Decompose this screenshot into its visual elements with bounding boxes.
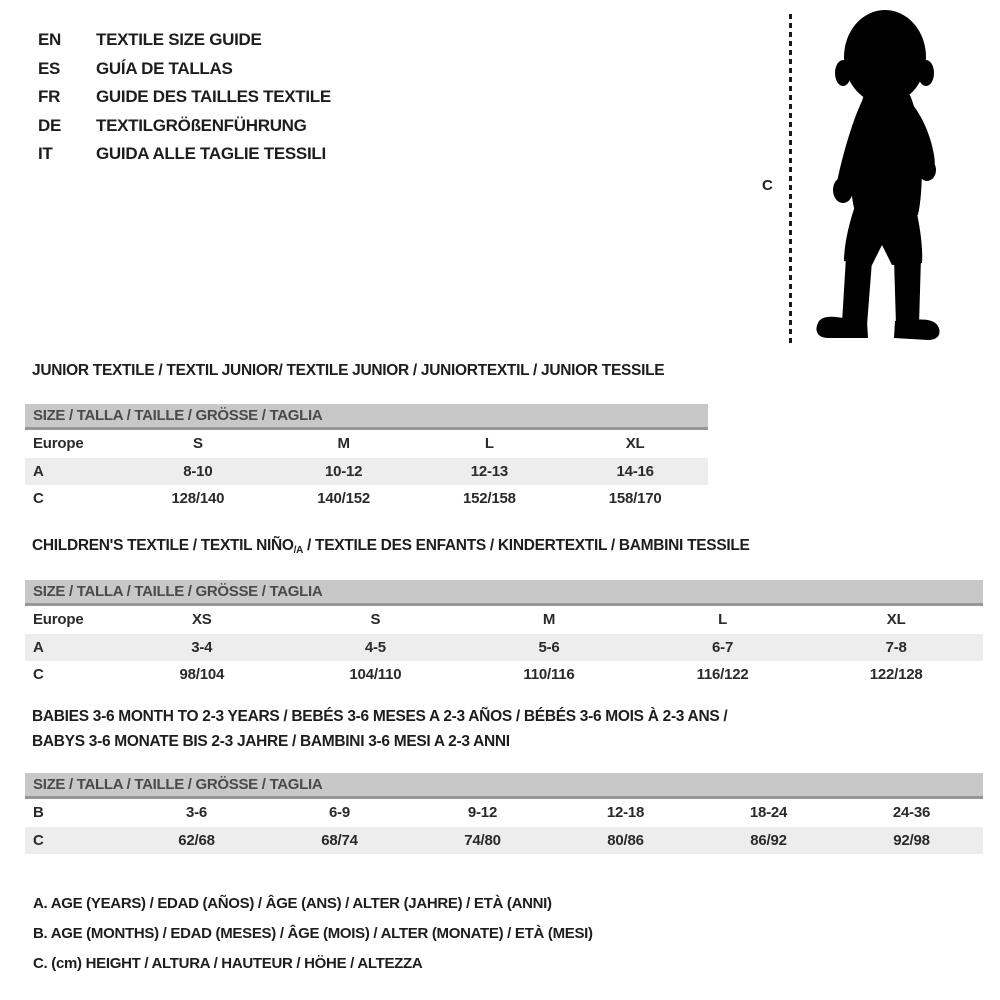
children-title-part2: / TEXTILE DES ENFANTS / KINDERTEXTIL / BAMBINI TESSILE	[303, 537, 750, 554]
babies-size-table	[25, 799, 983, 854]
language-code: EN	[38, 30, 62, 50]
table-cell: 140/152	[317, 490, 371, 507]
table-row	[25, 430, 708, 458]
children-title-subscript: /A	[293, 545, 304, 556]
language-row	[38, 83, 331, 112]
table-cell: 110/116	[523, 666, 575, 683]
table-cell: 14-16	[616, 462, 654, 480]
language-code: IT	[38, 144, 53, 164]
language-label: GUIDA ALLE TAGLIE TESSILI	[96, 144, 326, 164]
language-title-list	[38, 26, 331, 169]
language-row	[38, 55, 331, 84]
language-label: TEXTILE SIZE GUIDE	[96, 30, 262, 50]
table-cell: 74/80	[464, 831, 501, 849]
table-cell: 92/98	[893, 831, 930, 849]
table-cell: 158/170	[608, 490, 662, 507]
table-cell: 3-4	[191, 638, 213, 656]
language-code: ES	[38, 58, 61, 78]
note-line: C. (cm) HEIGHT / ALTURA / HAUTEUR / HÖHE / ALTEZZA	[33, 955, 423, 972]
table-cell: 128/140	[171, 490, 225, 507]
children-size-table	[25, 606, 983, 689]
table-cell: 86/92	[750, 831, 787, 849]
junior-textile-section	[25, 361, 708, 513]
table-row	[25, 827, 983, 855]
table-cell: L	[718, 611, 728, 628]
table-cell: 18-24	[749, 804, 788, 821]
table-row	[25, 634, 983, 662]
language-label: GUIDE DES TAILLES TEXTILE	[96, 87, 331, 107]
children-title-part1: CHILDREN'S TEXTILE / TEXTIL NIÑO	[32, 537, 294, 554]
language-row	[38, 112, 331, 141]
table-cell: 8-10	[183, 462, 213, 480]
size-header-bar: SIZE / TALLA / TAILLE / GRÖSSE / TAGLIA	[25, 580, 983, 606]
height-measure-label: C	[762, 177, 773, 194]
language-label: TEXTILGRÖßENFÜHRUNG	[96, 115, 307, 135]
language-code: DE	[38, 115, 62, 135]
table-cell: 6-9	[328, 804, 351, 821]
baby-silhouette-icon	[805, 7, 957, 352]
note-line: A. AGE (YEARS) / EDAD (AÑOS) / ÂGE (ANS) / ALTER (JAHRE) / ETÀ (ANNI)	[33, 895, 552, 912]
babies-title-line2: BABYS 3-6 MONATE BIS 2-3 JAHRE / BAMBINI 3-6 MESI A 2-3 ANNI	[32, 733, 510, 750]
babies-title-line1: BABIES 3-6 MONTH TO 2-3 YEARS / BEBÉS 3-6 MESES A 2-3 AÑOS / BÉBÉS 3-6 MOIS À 2-3 ANS /	[32, 708, 728, 725]
row-label: C	[33, 490, 44, 507]
table-cell: 12-13	[470, 462, 509, 480]
junior-size-table	[25, 430, 708, 513]
table-cell: 80/86	[607, 831, 644, 849]
table-row	[25, 799, 983, 827]
table-cell: M	[337, 435, 350, 452]
note-line: B. AGE (MONTHS) / EDAD (MESES) / ÂGE (MOIS) / ALTER (MONATE) / ETÀ (MESI)	[33, 925, 593, 942]
row-label: Europe	[33, 435, 84, 452]
table-cell: 104/110	[349, 666, 402, 683]
table-cell: 62/68	[178, 831, 215, 849]
language-label: GUÍA DE TALLAS	[96, 58, 233, 78]
babies-textile-section	[25, 704, 983, 854]
language-row	[38, 26, 331, 55]
language-code: FR	[38, 87, 61, 107]
row-label: Europe	[33, 611, 84, 628]
row-label: A	[33, 462, 44, 480]
junior-section-title: JUNIOR TEXTILE / TEXTIL JUNIOR/ TEXTILE JUNIOR / JUNIORTEXTIL / JUNIOR TESSILE	[32, 362, 665, 379]
table-row	[25, 661, 983, 689]
row-label: C	[33, 831, 44, 849]
language-row	[38, 140, 331, 169]
table-cell: 9-12	[467, 804, 498, 821]
table-cell: XL	[625, 435, 645, 452]
table-cell: M	[542, 611, 556, 628]
table-cell: 10-12	[324, 462, 363, 480]
children-textile-section	[25, 536, 983, 689]
table-cell: 4-5	[364, 638, 386, 656]
children-section-title	[25, 536, 983, 561]
table-cell: 116/122	[696, 666, 749, 683]
table-cell: S	[370, 611, 381, 628]
babies-section-title	[25, 704, 983, 754]
row-label: B	[33, 804, 44, 821]
size-header-bar: SIZE / TALLA / TAILLE / GRÖSSE / TAGLIA	[25, 773, 983, 799]
size-header-bar: SIZE / TALLA / TAILLE / GRÖSSE / TAGLIA	[25, 404, 708, 430]
row-label: A	[33, 638, 44, 656]
table-cell: L	[484, 435, 494, 452]
table-cell: XS	[191, 611, 212, 628]
table-cell: 12-18	[606, 804, 645, 821]
height-dotted-line-icon	[789, 14, 792, 344]
table-cell: 98/104	[179, 666, 225, 683]
height-figure	[752, 5, 972, 353]
table-cell: XL	[886, 611, 906, 628]
table-cell: 68/74	[321, 831, 358, 849]
table-cell: 152/158	[462, 490, 516, 507]
row-label: C	[33, 666, 44, 683]
table-cell: S	[192, 435, 203, 452]
table-cell: 122/128	[869, 666, 923, 683]
legend-notes	[33, 889, 593, 979]
table-cell: 5-6	[538, 638, 560, 656]
table-cell: 3-6	[185, 804, 208, 821]
table-row	[25, 458, 708, 486]
table-cell: 6-7	[712, 638, 734, 656]
table-row	[25, 606, 983, 634]
table-cell: 24-36	[892, 804, 931, 821]
table-row	[25, 485, 708, 513]
table-cell: 7-8	[885, 638, 907, 656]
